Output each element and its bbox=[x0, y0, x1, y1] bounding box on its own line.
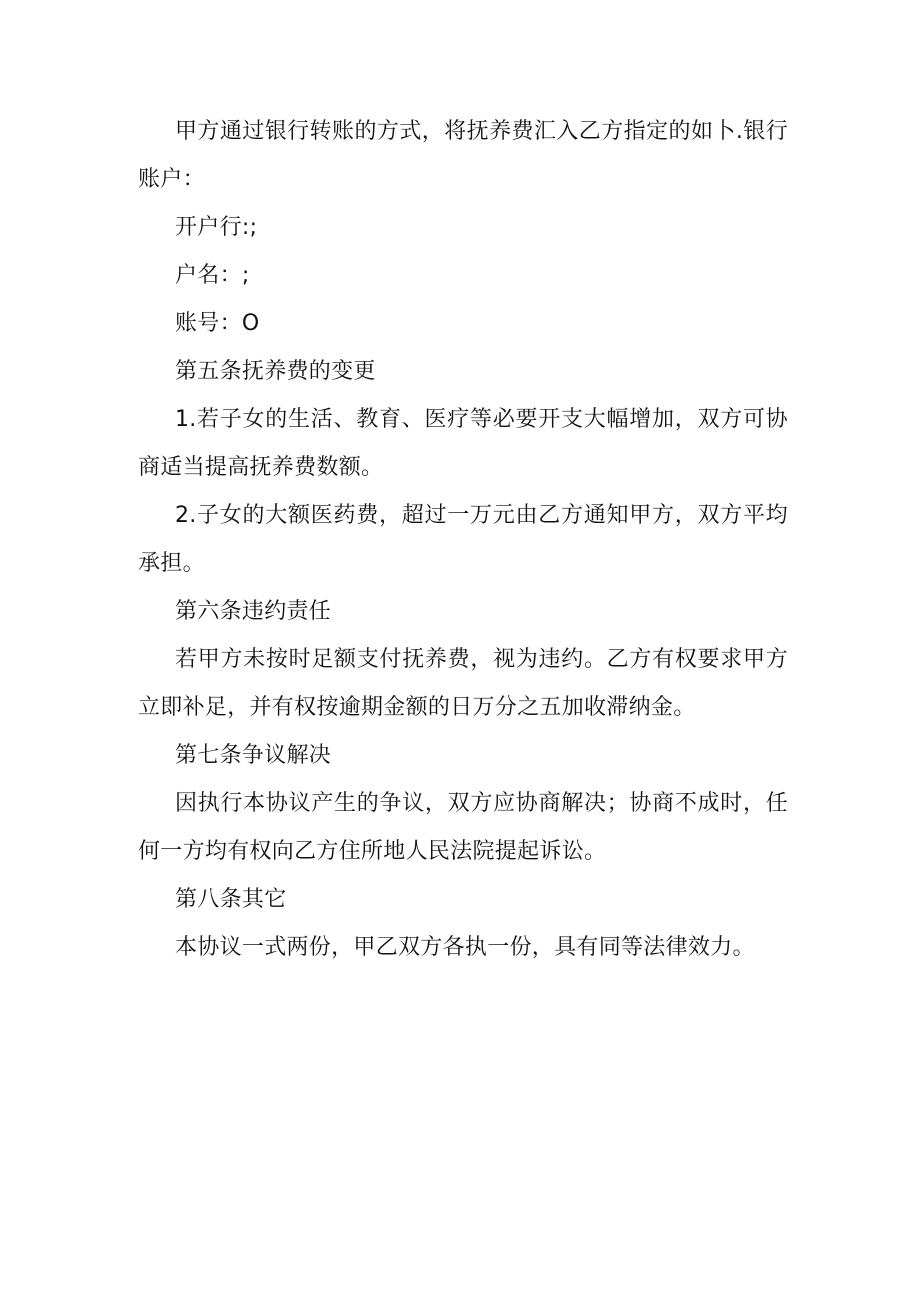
paragraph-article-5-item-2: 2.子女的大额医药费，超过一万元由乙方通知甲方，双方平均承担。 bbox=[138, 503, 788, 576]
heading-article-7: 第七条争议解决 bbox=[175, 743, 332, 768]
paragraph-payment-method: 甲方通过银行转账的方式，将抚养费汇入乙方指定的如卜.银行账户： bbox=[138, 119, 788, 192]
paragraph-article-6: 若甲方未按时足额支付抚养费，视为违约。乙方有权要求甲方立即补足，并有权按逾期金额的日万分之五加收滞纳金。 bbox=[138, 647, 788, 720]
heading-article-5: 第五条抚养费的变更 bbox=[175, 359, 376, 384]
paragraph-article-7: 因执行本协议产生的争议，双方应协商解决；协商不成时，任何一方均有权向乙方住所地人民法院提起诉讼。 bbox=[138, 791, 788, 864]
paragraph-article-8: 本协议一式两份，甲乙双方各执一份，具有同等法律效力。 bbox=[175, 935, 755, 960]
paragraph-account-name: 户名：; bbox=[175, 263, 250, 288]
paragraph-article-5-item-1: 1.若子女的生活、教育、医疗等必要开支大幅增加，双方可协商适当提高抚养费数额。 bbox=[138, 407, 788, 480]
heading-article-8: 第八条其它 bbox=[175, 887, 287, 912]
document-body bbox=[138, 108, 788, 972]
paragraph-bank-name: 开户行:; bbox=[175, 215, 258, 240]
paragraph-account-number: 账号：O bbox=[175, 311, 260, 336]
heading-article-6: 第六条违约责任 bbox=[175, 599, 332, 624]
